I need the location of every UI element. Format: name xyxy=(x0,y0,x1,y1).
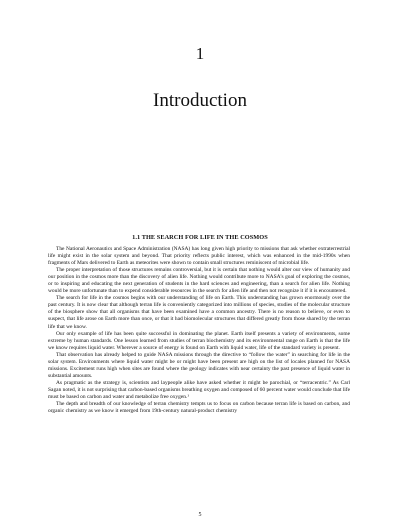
chapter-title: Introduction xyxy=(153,90,247,111)
paragraph: The National Aeronautics and Space Administration (NASA) has long given high priority to missions that ask whether extraterrestrial life might exist in the solar system and beyond. That priority reflects public interest, which was enhanced in the mid-1990s when fragments of Mars delivered to Earth as meteorites were shown to contain small structures reminiscent of microbial life. xyxy=(48,246,350,267)
paragraph: The depth and breadth of our knowledge of terran chemistry tempts us to focus on carbon because terran life is based on carbon, and organic chemistry as we know it emerged from 19th-century natural-product chemistry xyxy=(48,401,350,415)
paragraph: The proper interpretation of those structures remains controversial, but it is certain that nothing would alter our view of humanity and our position in the cosmos more than the discovery of alien life. Nothing would contribute more to NASA's goal of exploring the cosmos, or to inspiring and educating the next generation of students in the hard sciences and engineering, than a search for alien life. Nothing would be more unfortunate than to expend considerable resources in the search for alien life and then not recognize it if it is encountered. xyxy=(48,267,350,295)
paragraph: As pragmatic as the strategy is, scientists and laypeople alike have asked whether it might be parochial, or “terracentric.” As Carl Sagan noted, it is not surprising that carbon-based organisms breathing oxygen and composed of 60 percent water would conclude that life must be based on carbon and water and metabolize free oxygen.¹ xyxy=(48,379,350,400)
paragraph: Our only example of life has been quite successful in dominating the planet. Earth itself presents a variety of environments, some extreme by human standards. One lesson learned from studies of terran biochemistry and its environmental range on Earth is that the life we know requires liquid water. Wherever a source of energy is found on Earth with liquid water, life of the standard variety is present. xyxy=(48,330,350,351)
paragraph: That observation has already helped to guide NASA missions through the directive to “follow the water” in searching for life in the solar system. Environments where liquid water might be or might have been present are high on the list of locales planned for NASA missions. Excitement runs high when sites are found where the geology indicates with near certainty the past presence of liquid water in substantial amounts. xyxy=(48,351,350,379)
chapter-number: 1 xyxy=(195,44,205,63)
section-heading: 1.1 THE SEARCH FOR LIFE IN THE COSMOS xyxy=(132,234,268,241)
paragraph: The search for life in the cosmos begins with our understanding of life on Earth. This understanding has grown enormously over the past century. It is now clear that although terran life is conveniently categorized into millions of species, studies of the molecular structure of the biosphere show that all organisms that have been examined have a common ancestry. There is no reason to believe, or even to suspect, that life arose on Earth more than once, or that it had biomolecular structures that differed greatly from those shared by the terran life that we know. xyxy=(48,295,350,330)
body-text xyxy=(48,246,350,415)
page-number: 5 xyxy=(198,512,202,518)
